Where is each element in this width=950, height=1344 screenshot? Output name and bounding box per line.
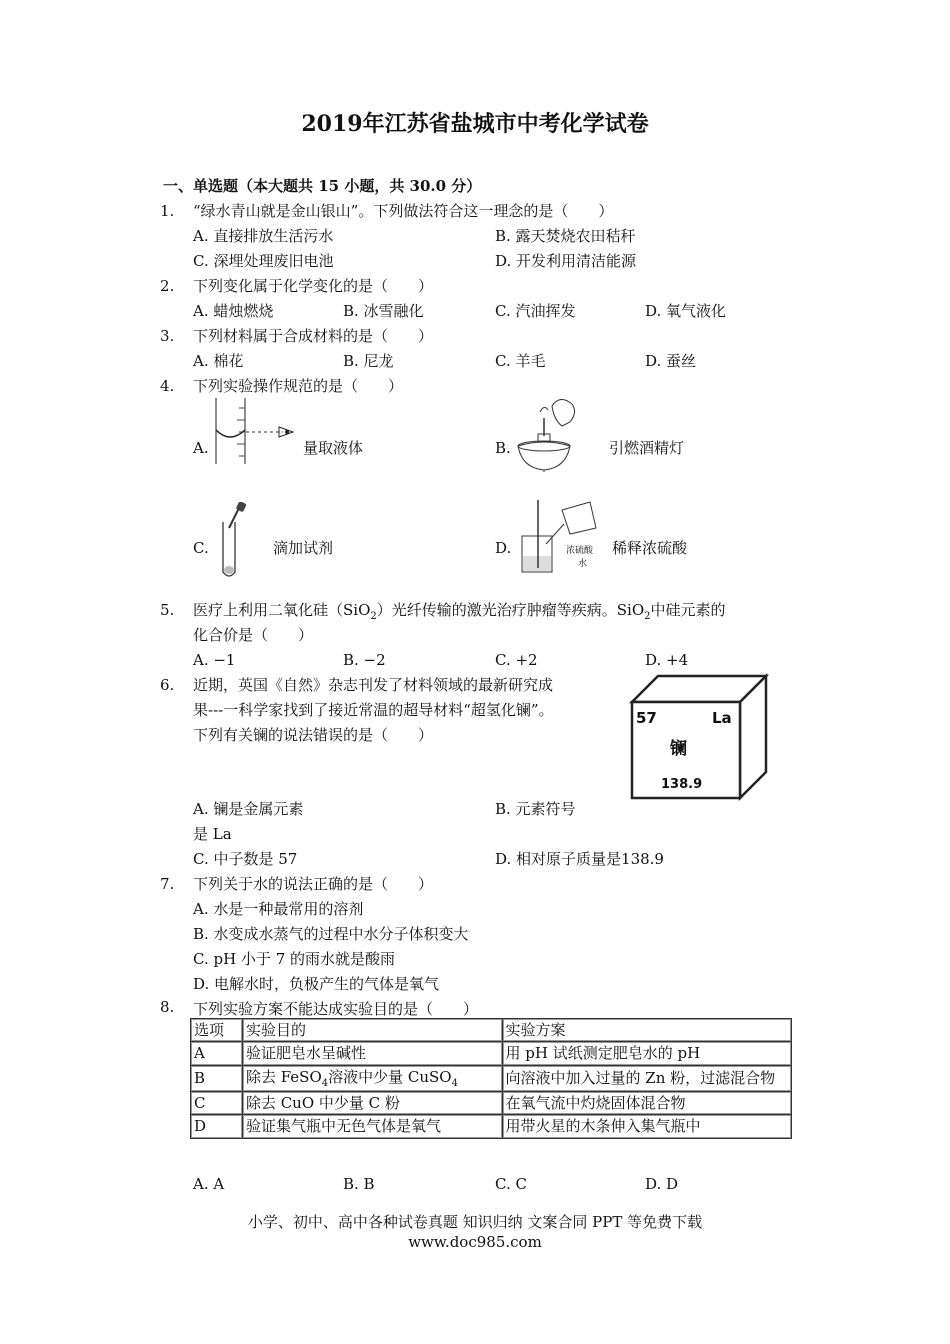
option-b[interactable]: B. 尼龙 [343,352,394,370]
option-a-label: 量取液体 [303,439,364,457]
option-a[interactable]: A. 蜡烛燃烧 [193,302,274,320]
option-c-label: 滴加试剂 [273,539,334,557]
option-c[interactable]: C. pH 小于 7 的雨水就是酸雨 [193,950,396,968]
option-b[interactable]: B. 冰雪融化 [343,302,424,320]
question-number: 7. [160,875,175,893]
option-c[interactable]: C. 羊毛 [495,352,546,370]
table-header: 实验方案 [502,1019,791,1042]
option-b[interactable]: B. B [343,1175,375,1193]
option-b[interactable]: B. −2 [343,651,386,669]
alcohol-lamp-figure [514,396,586,474]
table-header: 选项 [191,1019,243,1042]
option-c[interactable]: C. [193,539,209,557]
option-b[interactable]: B. 水变成水蒸气的过程中水分子体积变大 [193,925,469,943]
question-number: 8. [160,998,175,1016]
question-text-cont: 化合价是（ ） [193,626,314,644]
question-text: 近期，英国《自然》杂志刊发了材料领域的最新研究成 [193,676,554,694]
table-cell: 用带火星的木条伸入集气瓶中 [502,1115,791,1138]
option-d[interactable]: D. 相对原子质量是138.9 [495,850,664,868]
question-text-cont: 果---一科学家找到了接近常温的超导材料“超氢化镧”。 [193,701,554,719]
table-cell: 验证肥皂水呈碱性 [242,1042,502,1065]
section-heading: 一、单选题（本大题共 15 小题，共 30.0 分） [163,177,482,195]
option-d-label: 稀释浓硫酸 [612,539,688,557]
atomic-number: 57 [636,709,657,727]
option-c[interactable]: C. 汽油挥发 [495,302,576,320]
table-cell: C [191,1092,243,1115]
footer-link[interactable]: www.doc985.com [408,1233,542,1251]
option-c[interactable]: C. 深埋处理废旧电池 [193,252,334,270]
table-cell: A [191,1042,243,1065]
option-d[interactable]: D. 开发利用清洁能源 [495,252,637,270]
question-text: “绿水青山就是金山银山”。下列做法符合这一理念的是（ ） [193,202,614,220]
option-a[interactable]: A. 棉花 [193,352,244,370]
question-text: 下列关于水的说法正确的是（ ） [193,875,434,893]
question-text: 医疗上利用二氧化硅（SiO$_2$）光纤传输的激光治疗肿瘤等疾病。SiO$_2$中硅元素的 [193,601,726,622]
option-d[interactable]: D. +4 [645,651,689,669]
question-text: 下列材料属于合成材料的是（ ） [193,327,434,345]
table-cell: 除去 CuO 中少量 C 粉 [242,1092,502,1115]
experiment-table [190,1018,792,1139]
table-row [191,1115,792,1138]
footer-text: 小学、初中、高中各种试卷真题 知识归纳 文案合同 PPT 等免费下载 [247,1213,703,1231]
figure-label-water: 水 [578,559,588,569]
option-b-cont: 是 La [193,825,232,843]
option-d[interactable]: D. D [645,1175,679,1193]
option-b[interactable]: B. 露天焚烧农田秸秆 [495,227,636,245]
option-a[interactable]: A. 水是一种最常用的溶剂 [193,900,364,918]
option-c[interactable]: C. +2 [495,651,538,669]
page-title: 2019年江苏省盐城市中考化学试卷 [301,111,649,137]
atomic-mass: 138.9 [661,777,703,792]
table-cell: 用 pH 试纸测定肥皂水的 pH [502,1042,791,1065]
graduated-cylinder-figure [213,396,295,468]
dilute-acid-figure [516,498,600,578]
table-cell: B [191,1065,243,1092]
table-row [191,1065,792,1092]
question-number: 6. [160,676,175,694]
question-number: 3. [160,327,175,345]
option-b[interactable]: B. 元素符号 [495,800,576,818]
table-row [191,1042,792,1065]
option-d[interactable]: D. [495,539,512,557]
table-header: 实验目的 [242,1019,502,1042]
option-d[interactable]: D. 氧气液化 [645,302,727,320]
question-number: 4. [160,377,175,395]
option-b-label: 引燃酒精灯 [609,439,685,457]
option-c[interactable]: C. 中子数是 57 [193,850,298,868]
option-a[interactable]: A. −1 [193,651,236,669]
option-a[interactable]: A. [193,439,209,457]
table-cell: 验证集气瓶中无色气体是氧气 [242,1115,502,1138]
question-text: 下列实验操作规范的是（ ） [193,377,404,395]
question-text: 下列变化属于化学变化的是（ ） [193,277,434,295]
option-a[interactable]: A. 镧是金属元素 [193,800,304,818]
element-name: 镧 [670,739,687,759]
table-row [191,1092,792,1115]
question-number: 2. [160,277,175,295]
table-cell: D [191,1115,243,1138]
option-a[interactable]: A. A [193,1175,225,1193]
option-a[interactable]: A. 直接排放生活污水 [193,227,334,245]
option-c[interactable]: C. C [495,1175,527,1193]
question-text-cont: 下列有关镧的说法错误的是（ ） [193,726,434,744]
table-cell: 在氧气流中灼烧固体混合物 [502,1092,791,1115]
figure-label-acid: 浓硫酸 [566,546,594,556]
element-symbol: La [712,709,732,727]
option-d[interactable]: D. 蚕丝 [645,352,697,370]
table-cell: 除去 FeSO$_4$溶液中少量 CuSO$_4$ [242,1065,502,1092]
test-tube-dropper-figure [213,502,253,582]
question-number: 5. [160,601,175,619]
question-text: 下列实验方案不能达成实验目的是（ ） [193,1000,479,1018]
option-b[interactable]: B. [495,439,511,457]
question-number: 1. [160,202,175,220]
option-d[interactable]: D. 电解水时，负极产生的气体是氧气 [193,975,440,993]
table-cell: 向溶液中加入过量的 Zn 粉，过滤混合物 [502,1065,791,1092]
table-header-row [191,1019,792,1042]
